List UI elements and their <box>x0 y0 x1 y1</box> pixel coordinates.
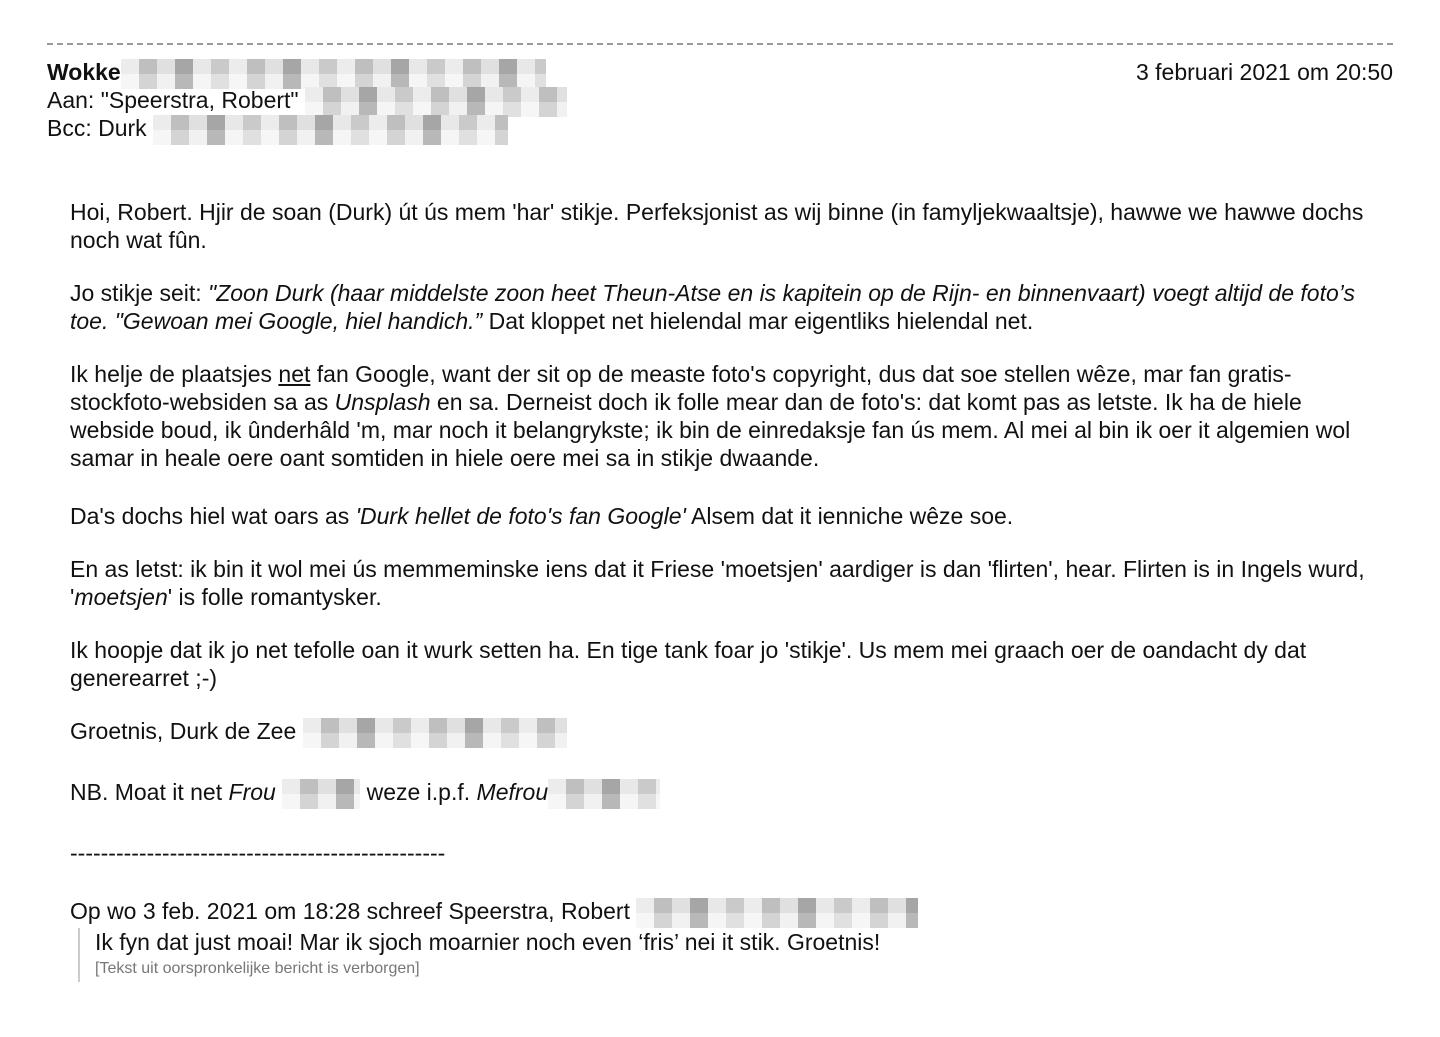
hidden-text-toggle[interactable]: [Tekst uit oorspronkelijke bericht is verborgen] <box>95 959 420 977</box>
signature-line <box>70 717 1380 748</box>
sender-name[interactable]: Wokke <box>47 59 121 85</box>
sender-row <box>47 58 1393 86</box>
nb-part-a: NB. Moat it net <box>70 778 229 805</box>
email-body <box>70 198 1380 982</box>
redacted-to-address <box>305 87 567 117</box>
paragraph-thanks: Ik hoopje dat ik jo net tefolle oan it wurk setten ha. En tige tank foar jo 'stikje'. Us mem mei graach oer de oandacht dy dat generearret ;-) <box>70 637 1307 691</box>
p2-quoted-text: "Zoon Durk (haar middelste zoon heet Theun-Atse en is kapitein op de Rijn- en binnenvaart) voegt altijd de foto’s toe. "Gewoan mei Google, hiel handich.” <box>70 280 1355 334</box>
header-divider <box>47 43 1393 45</box>
redacted-sender-address <box>121 59 546 89</box>
quote-intro-line <box>70 897 1380 928</box>
redacted-name-2 <box>548 779 660 809</box>
p3-part-c: en sa. Derneist doch ik folle mear dan de foto's: dat komt pas as letste. Ik ha de hiele webside boud, ik ûnderhâld 'm, mar noch it belangrykste; ik bin de einredaksje fan ús mem. Al mei al bin ik oer it algemien wol samar in heale oere oant somtiden in hiele oere mei sa in stikje dwaande. <box>70 389 1351 471</box>
paragraph-flirten <box>70 555 1380 611</box>
quote-intro-text: Op wo 3 feb. 2021 om 18:28 schreef Speerstra, Robert <box>70 897 630 924</box>
email-date: 3 februari 2021 om 20:50 <box>1135 59 1393 85</box>
p4-part-b: Alsem dat it ienniche wêze soe. <box>685 503 1014 529</box>
separator-line: ------------------------------------------------- <box>70 839 446 866</box>
nb-italic-frou: Frou <box>228 778 276 805</box>
redacted-bcc-address <box>153 115 508 145</box>
to-row <box>47 86 1393 114</box>
quoted-message <box>78 928 1380 982</box>
p3-underlined-word: net <box>278 361 311 387</box>
nb-line <box>70 778 1380 809</box>
p4-italic-quote: 'Durk hellet de foto's fan Google' <box>355 503 686 529</box>
to-label: Aan: <box>47 87 95 113</box>
p4-part-a: Da's dochs hiel wat oars as <box>70 503 356 529</box>
paragraph-greeting: Hoi, Robert. Hjir de soan (Durk) út ús mem 'har' stikje. Perfeksjonist as wij binne (in famyljekwaaltsje), hawwe we hawwe dochs noch wat fûn. <box>70 199 1364 253</box>
to-recipient[interactable]: "Speerstra, Robert" <box>100 87 299 113</box>
paragraph-photos <box>70 360 1380 472</box>
paragraph-difference <box>70 502 1380 530</box>
bcc-label: Bcc: <box>47 115 92 141</box>
p5-italic-word: moetsjen <box>74 584 168 610</box>
bcc-recipient[interactable]: Durk <box>98 115 147 141</box>
redacted-signature-email <box>303 718 567 748</box>
p3-italic-unsplash: Unsplash <box>334 389 431 415</box>
p3-part-a: Ik helje de plaatsjes <box>70 361 279 387</box>
signature-text: Groetnis, Durk de Zee <box>70 718 297 744</box>
redacted-name-1 <box>282 779 360 809</box>
p2-prefix: Jo stikje seit: <box>70 280 209 306</box>
email-header <box>47 58 1393 142</box>
p5-part-b: ' is folle romantysker. <box>167 584 382 610</box>
p5-part-a: En as letst: ik bin it wol mei ús memmeminske iens dat it Friese 'moetsjen' aardiger is dan 'flirten', hear. Flirten is in Ingels wurd, ' <box>70 556 1365 610</box>
paragraph-quote-correction <box>70 279 1380 335</box>
bcc-row <box>47 114 1393 142</box>
nb-italic-mefrou: Mefrou <box>476 778 549 805</box>
nb-part-b: weze i.p.f. <box>360 778 477 805</box>
p3-part-b: fan Google, want der sit op de measte foto's copyright, dus dat soe stellen wêze, mar fan gratis-stockfoto-websiden sa as <box>70 361 1292 415</box>
redacted-quote-sender-address <box>636 898 918 928</box>
p2-suffix: Dat kloppet net hielendal mar eigentliks hielendal net. <box>482 308 1034 334</box>
quoted-text: Ik fyn dat just moai! Mar ik sjoch moarnier noch even ‘fris’ nei it stik. Groetnis! <box>95 928 881 955</box>
